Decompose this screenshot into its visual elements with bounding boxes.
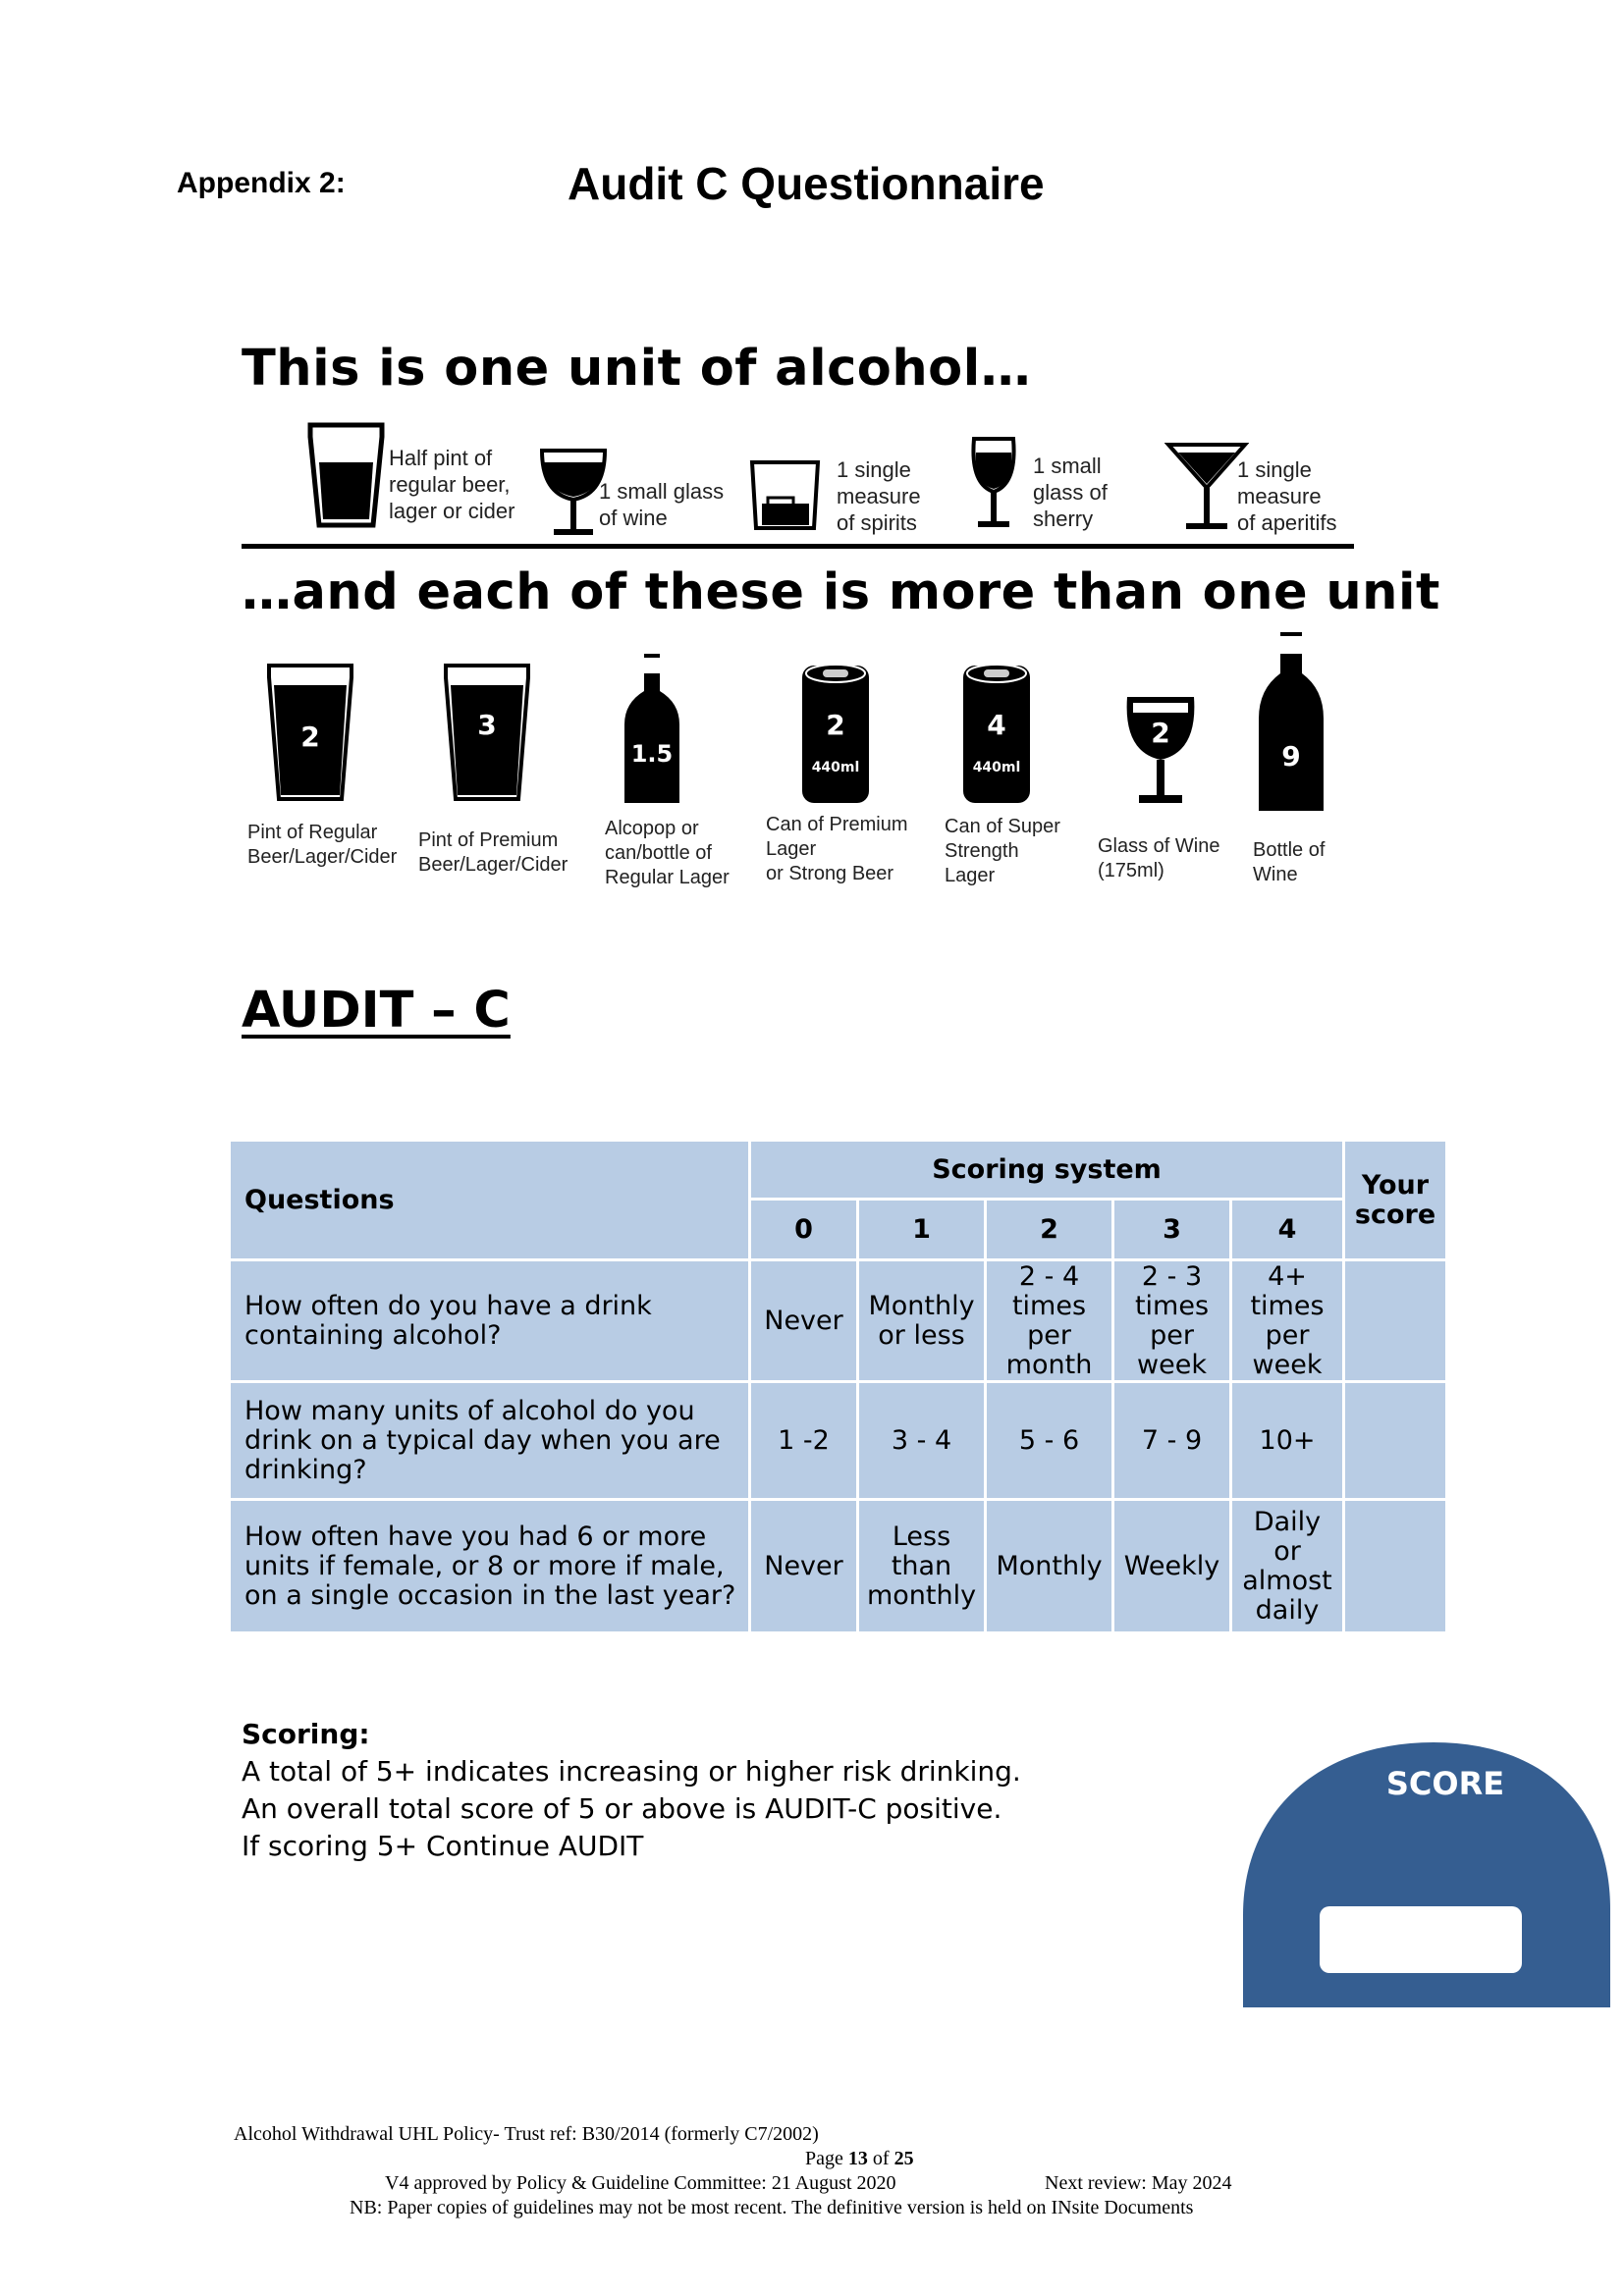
- answer-cell: 3 - 4: [858, 1382, 986, 1500]
- pint-regular-units: 2: [300, 721, 320, 753]
- answer-cell: 1 -2: [750, 1382, 858, 1500]
- spirits-label: 1 single measure of spirits: [837, 457, 921, 535]
- score-badge-label: SCORE: [1385, 1765, 1505, 1802]
- wine-bottle-icon: [1255, 630, 1327, 815]
- can-icon: [960, 660, 1033, 807]
- answer-cell: 5 - 6: [986, 1382, 1113, 1500]
- scoring-line: If scoring 5+ Continue AUDIT: [242, 1830, 644, 1862]
- footer-policy-ref: Alcohol Withdrawal UHL Policy- Trust ref: B30/2014 (formerly C7/2002): [234, 2123, 819, 2145]
- footer-nb: NB: Paper copies of guidelines may not be most recent. The definitive version is held on INsite Documents: [350, 2197, 1194, 2218]
- score-column-header: 2: [986, 1200, 1113, 1260]
- scoring-line: A total of 5+ indicates increasing or higher risk drinking.: [242, 1755, 1021, 1788]
- score-column-header: 3: [1113, 1200, 1231, 1260]
- appendix-label: Appendix 2:: [177, 167, 346, 199]
- score-column-header: 4: [1231, 1200, 1344, 1260]
- your-score-cell[interactable]: [1344, 1382, 1447, 1500]
- answer-cell: Never: [750, 1500, 858, 1633]
- table-row: [230, 1500, 1447, 1633]
- your-score-cell[interactable]: [1344, 1260, 1447, 1382]
- can-super-units: 4: [987, 709, 1006, 741]
- more-units-heading: …and each of these is more than one unit: [242, 563, 1440, 621]
- table-row: [230, 1260, 1447, 1382]
- wine-glass-label: Glass of Wine (175ml): [1098, 835, 1220, 881]
- page-total: 25: [893, 2148, 914, 2169]
- footer-next-review: Next review: May 2024: [1045, 2172, 1232, 2194]
- aperitifs-label: 1 single measure of aperitifs: [1237, 457, 1337, 535]
- document-title: Audit C Questionnaire: [568, 158, 1045, 209]
- scoring-system-header: Scoring system: [750, 1141, 1344, 1200]
- audit-c-heading: AUDIT – C: [242, 982, 511, 1040]
- can-premium-label: Can of Premium Lager or Strong Beer: [766, 814, 908, 884]
- table-row: [230, 1382, 1447, 1500]
- question-cell: How often do you have a drink containing alcohol?: [230, 1260, 750, 1382]
- wine-bottle-label: Bottle of Wine: [1253, 839, 1326, 885]
- answer-cell: 10+: [1231, 1382, 1344, 1500]
- answer-cell: Monthly or less: [858, 1260, 986, 1382]
- section-divider: [242, 544, 1354, 549]
- footer-approved: V4 approved by Policy & Guideline Committee: 21 August 2020: [385, 2172, 896, 2194]
- sherry-glass-icon: [968, 435, 1019, 533]
- footer-page-number: [805, 2147, 914, 2171]
- wine-glass-units: 2: [1151, 717, 1170, 749]
- pint-regular-label: Pint of Regular Beer/Lager/Cider: [247, 822, 398, 868]
- wine-glass-icon: [1121, 693, 1200, 809]
- pint-glass-icon: [442, 664, 532, 803]
- audit-c-table: [228, 1139, 1448, 1634]
- half-pint-label: Half pint of regular beer, lager or cider: [389, 446, 515, 523]
- question-cell: How often have you had 6 or more units if female, or 8 or more if male, on a single occasion in the last year?: [230, 1500, 750, 1633]
- alcopop-bottle-icon: [621, 652, 683, 807]
- page-current: 13: [847, 2148, 868, 2169]
- question-cell: How many units of alcohol do you drink on a typical day when you are drinking?: [230, 1382, 750, 1500]
- scoring-notes: [242, 1716, 1021, 1865]
- half-pint-glass-icon: [304, 421, 388, 529]
- page-of: of: [867, 2148, 894, 2169]
- pint-premium-units: 3: [477, 709, 497, 741]
- one-unit-illustrations: [295, 417, 1365, 540]
- answer-cell: Weekly: [1113, 1500, 1231, 1633]
- answer-cell: 2 - 4 times per month: [986, 1260, 1113, 1382]
- small-wine-label: 1 small glass of wine: [599, 479, 725, 530]
- answer-cell: 2 - 3 times per week: [1113, 1260, 1231, 1382]
- scoring-title: Scoring:: [242, 1718, 370, 1750]
- answer-cell: 7 - 9: [1113, 1382, 1231, 1500]
- sherry-label: 1 small glass of sherry: [1033, 454, 1108, 531]
- score-input-box[interactable]: [1320, 1906, 1522, 1973]
- pint-premium-label: Pint of Premium Beer/Lager/Cider: [418, 829, 568, 876]
- answer-cell: Never: [750, 1260, 858, 1382]
- alcopop-units: 1.5: [630, 740, 674, 768]
- can-super-volume: 440ml: [972, 760, 1021, 775]
- can-super-label: Can of Super Strength Lager: [945, 816, 1060, 886]
- questions-header: Questions: [230, 1141, 750, 1260]
- can-premium-volume: 440ml: [811, 760, 860, 775]
- answer-cell: Less than monthly: [858, 1500, 986, 1633]
- spirits-glass-icon: [748, 458, 822, 532]
- answer-cell: Daily or almost daily: [1231, 1500, 1344, 1633]
- pint-glass-icon: [265, 664, 355, 803]
- alcopop-label: Alcopop or can/bottle of Regular Lager: [605, 818, 730, 888]
- page-prefix: Page: [805, 2148, 848, 2169]
- your-score-header: Your score: [1344, 1141, 1447, 1260]
- can-icon: [799, 660, 872, 807]
- scoring-line: An overall total score of 5 or above is AUDIT-C positive.: [242, 1792, 1002, 1825]
- wine-bottle-units: 9: [1281, 740, 1301, 773]
- answer-cell: 4+ times per week: [1231, 1260, 1344, 1382]
- more-units-illustrations: [242, 624, 1371, 899]
- score-badge: [1241, 1742, 1612, 2007]
- your-score-cell[interactable]: [1344, 1500, 1447, 1633]
- score-column-header: 0: [750, 1200, 858, 1260]
- answer-cell: Monthly: [986, 1500, 1113, 1633]
- one-unit-heading: This is one unit of alcohol…: [242, 340, 1032, 398]
- score-column-header: 1: [858, 1200, 986, 1260]
- can-premium-units: 2: [826, 709, 845, 741]
